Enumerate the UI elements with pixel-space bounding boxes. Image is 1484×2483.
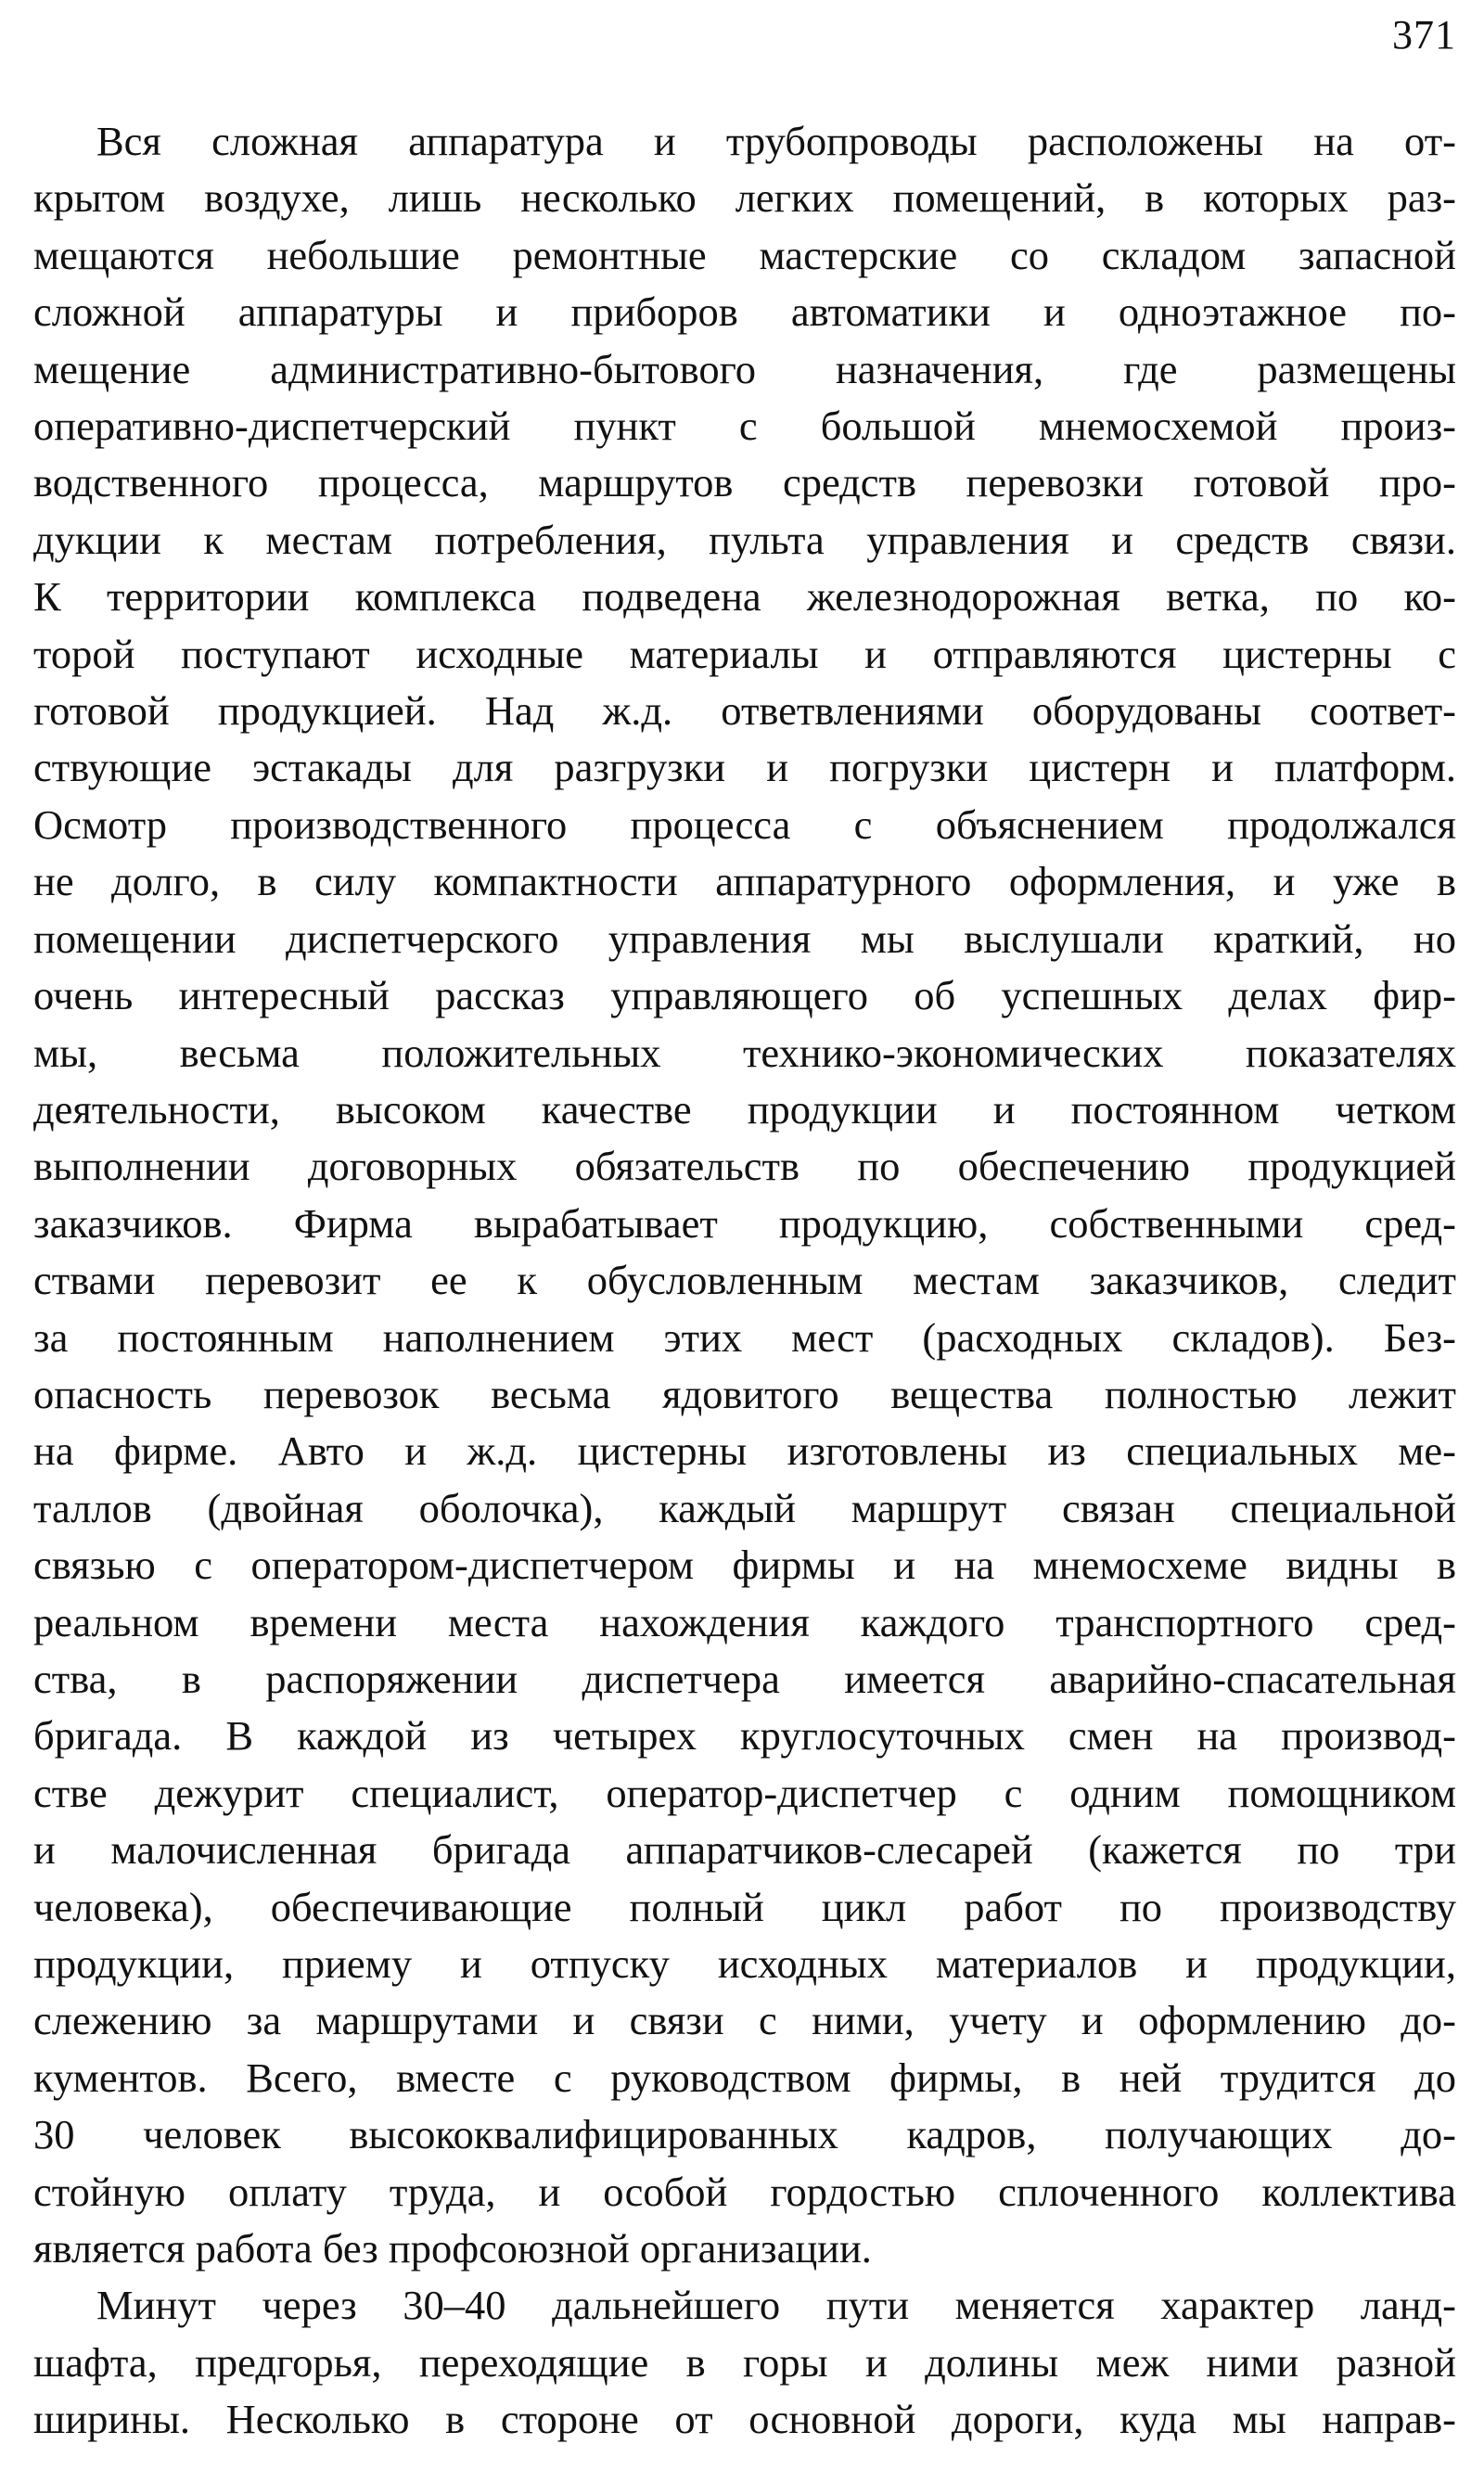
text-line: выполнении договорных обязательств по обеспечению продукцией (33, 1143, 1456, 1190)
text-line: помещении диспетчерского управления мы выслушали краткий, но (33, 915, 1456, 962)
text-line: 30 человек высококвалифицированных кадров, получающих до- (33, 2111, 1456, 2158)
text-line: Вся сложная аппаратура и трубопроводы расположены на от- (96, 118, 1456, 164)
text-line: крытом воздухе, лишь несколько легких помещений, в которых раз- (33, 174, 1456, 222)
text-line: продукции, приему и отпуску исходных материалов и продукции, (33, 1940, 1456, 1987)
text-line: мещение административно-бытового назначения, где размещены (33, 345, 1456, 392)
text-line: оперативно-диспетчерский пункт с большой мнемосхемой произ- (33, 403, 1456, 450)
text-line: стойную оплату труда, и особой гордостью сплоченного коллектива (33, 2168, 1456, 2215)
text-line: мещаются небольшие ремонтные мастерские со складом запасной (33, 231, 1456, 278)
text-line: ширины. Несколько в стороне от основной дороги, куда мы направ- (33, 2396, 1456, 2443)
text-line: заказчиков. Фирма вырабатывает продукцию, собственными сред- (33, 1199, 1456, 1247)
text-line: деятельности, высоком качестве продукции и постоянном четком (33, 1085, 1456, 1133)
text-line: мы, весьма положительных технико-экономических показателях (33, 1029, 1456, 1076)
text-line: таллов (двойная оболочка), каждый маршрут связан специальной (33, 1484, 1456, 1531)
text-line: торой поступают исходные материалы и отправляются цистерны с (33, 630, 1456, 677)
text-line: и малочисленная бригада аппаратчиков-слесарей (кажется по три (33, 1826, 1456, 1874)
text-line: ствами перевозит ее к обусловленным местам заказчиков, следит (33, 1257, 1456, 1304)
text-line: на фирме. Авто и ж.д. цистерны изготовлены из специальных ме- (33, 1427, 1456, 1475)
text-line: очень интересный рассказ управляющего об успешных делах фир- (33, 972, 1456, 1019)
paragraph-2 (33, 2277, 1456, 2448)
text-line: шафта, предгорья, переходящие в горы и долины меж ними разной (33, 2338, 1456, 2386)
text-line: ствующие эстакады для разгрузки и погрузки цистерн и платформ. (33, 744, 1456, 791)
text-line: бригада. В каждой из четырех круглосуточных смен на производ- (33, 1712, 1456, 1760)
body-text (33, 113, 1456, 2449)
text-line: не долго, в силу компактности аппаратурного оформления, и уже в (33, 858, 1456, 905)
text-line: К территории комплекса подведена железнодорожная ветка, по ко- (33, 573, 1456, 621)
text-line: сложной аппаратуры и приборов автоматики и одноэтажное по- (33, 288, 1456, 336)
text-line: Осмотр производственного процесса с объяснением продолжался (33, 800, 1456, 848)
text-line: кументов. Всего, вместе с руководством фирмы, в ней трудится до (33, 2054, 1456, 2101)
text-line: опасность перевозок весьма ядовитого вещества полностью лежит (33, 1370, 1456, 1417)
text-line: водственного процесса, маршрутов средств перевозки готовой про- (33, 459, 1456, 506)
page-number: 371 (1392, 12, 1456, 58)
text-line: ства, в распоряжении диспетчера имеется аварийно-спасательная (33, 1655, 1456, 1702)
text-line: связью с оператором-диспетчером фирмы и на мнемосхеме видны в (33, 1542, 1456, 1589)
text-line: слежению за маршрутами и связи с ними, учету и оформлению до- (33, 1997, 1456, 2044)
text-line: готовой продукцией. Над ж.д. ответвлениями оборудованы соответ- (33, 687, 1456, 735)
text-line: человека), обеспечивающие полный цикл работ по производству (33, 1883, 1456, 1930)
text-line: является работа без профсоюзной организации. (33, 2225, 872, 2272)
text-line: Минут через 30–40 дальнейшего пути меняется характер ланд- (96, 2282, 1456, 2329)
text-line: дукции к местам потребления, пульта управления и средств связи. (33, 516, 1456, 563)
text-line: за постоянным наполнением этих мест (расходных складов). Без- (33, 1313, 1456, 1361)
text-line: стве дежурит специалист, оператор-диспетчер с одним помощником (33, 1769, 1456, 1816)
paragraph-1 (33, 113, 1456, 2277)
text-line: реальном времени места нахождения каждого транспортного сред- (33, 1598, 1456, 1645)
